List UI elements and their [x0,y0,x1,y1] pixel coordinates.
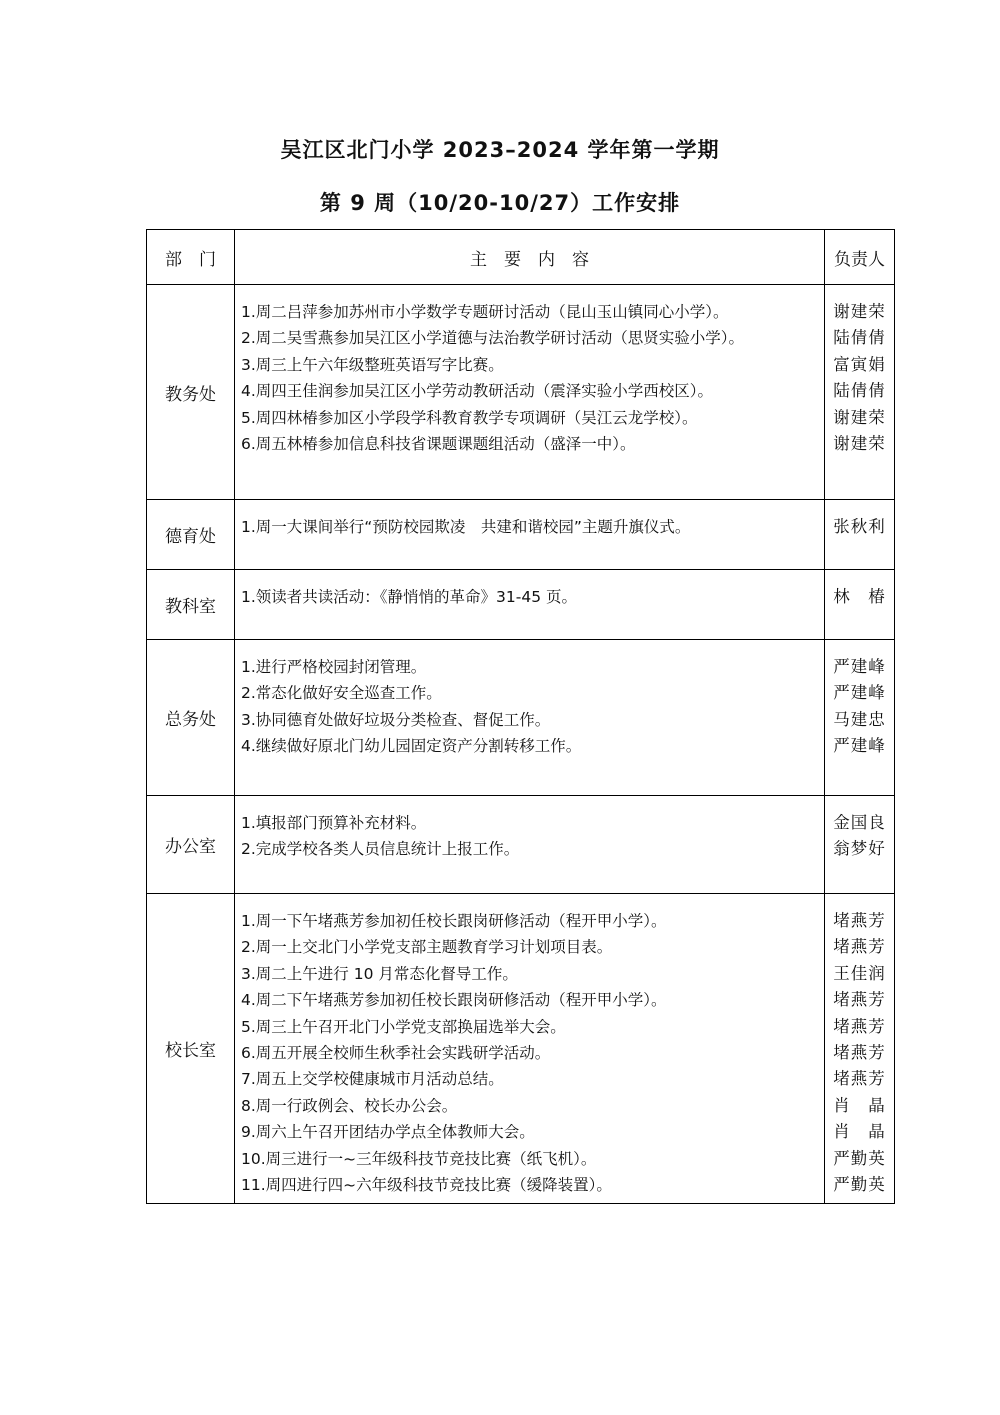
person-name: 严勤英 [833,1148,886,1168]
task-item: 2.常态化做好安全巡查工作。 [241,684,442,703]
table-row [147,285,895,500]
person-cell [825,500,895,570]
task-item: 9.周六上午召开团结办学点全体教师大会。 [241,1123,535,1142]
person-cell [825,285,895,500]
dept-cell: 校长室 [147,894,235,1204]
task-item: 1.领读者共读活动：《静悄悄的革命》31-45 页。 [241,588,578,606]
person-name: 严建峰 [833,736,886,756]
person-name: 堵燕芳 [833,1016,886,1036]
dept-cell: 办公室 [147,796,235,894]
task-item: 2.完成学校各类人员信息统计上报工作。 [241,840,520,859]
task-item: 2.周二吴雪燕参加吴江区小学道德与法治教学研讨活动（思贤实验小学）。 [241,329,745,348]
person-name: 谢建荣 [833,433,886,453]
dept-cell: 教科室 [147,570,235,640]
content-cell [235,640,825,796]
person-name: 陆倩倩 [833,381,886,401]
content-cell [235,285,825,500]
table-header-row [147,230,895,285]
table-row [147,796,895,894]
person-name: 严建峰 [833,657,886,676]
person-name: 谢建荣 [833,407,886,427]
person-name: 堵燕芳 [833,911,886,930]
header-dept: 部 门 [147,230,235,285]
task-item: 3.周三上午六年级整班英语写字比赛。 [241,355,504,374]
person-name: 金国良 [833,813,886,832]
task-item: 1.填报部门预算补充材料。 [241,814,427,832]
content-cell [235,500,825,570]
task-item: 8.周一行政例会、校长办公会。 [241,1096,458,1115]
content-cell [235,796,825,894]
task-item: 1.周一下午堵燕芳参加初任校长跟岗研修活动（程开甲小学）。 [241,912,667,930]
task-item: 5.周四林椿参加区小学段学科教育教学专项调研（吴江云龙学校）。 [241,408,698,427]
person-name: 堵燕芳 [833,937,886,957]
table-row [147,894,895,1204]
task-item: 10.周三进行一~三年级科技节竞技比赛（纸飞机）。 [241,1149,597,1168]
task-item: 1.进行严格校园封闭管理。 [241,658,427,676]
table-row [147,640,895,796]
person-name: 堵燕芳 [833,990,886,1010]
table-row [147,500,895,570]
person-cell [825,640,895,796]
task-item: 7.周五上交学校健康城市月活动总结。 [241,1070,504,1089]
task-item: 1.周一大课间举行“预防校园欺凌 共建和谐校园”主题升旗仪式。 [241,518,691,536]
task-item: 11.周四进行四~六年级科技节竞技比赛（缓降装置）。 [241,1175,612,1194]
dept-cell: 教务处 [147,285,235,500]
person-name: 翁梦好 [833,839,886,859]
person-name: 陆倩倩 [833,328,886,348]
person-name: 堵燕芳 [833,1042,886,1062]
person-name: 堵燕芳 [833,1069,886,1089]
task-item: 1.周二吕萍参加苏州市小学数学专题研讨活动（昆山玉山镇同心小学）。 [241,303,729,321]
person-cell [825,796,895,894]
person-name: 严建峰 [833,683,886,703]
header-content: 主 要 内 容 [235,230,825,285]
task-item: 4.周二下午堵燕芳参加初任校长跟岗研修活动（程开甲小学）。 [241,991,667,1010]
task-item: 4.周四王佳润参加吴江区小学劳动教研活动（震泽实验小学西校区）。 [241,382,714,401]
person-name: 肖 晶 [833,1095,886,1115]
person-name: 张秋利 [833,517,886,536]
person-name: 肖 晶 [833,1122,886,1142]
task-item: 5.周三上午召开北门小学党支部换届选举大会。 [241,1017,566,1036]
person-name: 马建忠 [833,709,886,729]
dept-cell: 德育处 [147,500,235,570]
content-cell [235,570,825,640]
task-item: 3.周二上午进行 10 月常态化督导工作。 [241,964,518,983]
person-cell [825,894,895,1204]
person-cell [825,570,895,640]
task-item: 3.协同德育处做好垃圾分类检查、督促工作。 [241,710,551,729]
document-subtitle: 第 9 周（10/20-10/27）工作安排 [319,191,681,215]
content-cell [235,894,825,1204]
schedule-table [146,229,895,1204]
document-title: 吴江区北门小学 2023–2024 学年第一学期 [280,138,720,162]
task-item: 4.继续做好原北门幼儿园固定资产分割转移工作。 [241,737,582,756]
table-row [147,570,895,640]
task-item: 2.周一上交北门小学党支部主题教育学习计划项目表。 [241,938,613,957]
person-name: 王佳润 [833,963,886,983]
task-item: 6.周五林椿参加信息科技省课题课题组活动（盛泽一中）。 [241,434,636,453]
person-name: 富寅娟 [833,354,886,374]
person-name: 林 椿 [833,587,886,606]
header-person: 负责人 [825,230,895,285]
task-item: 6.周五开展全校师生秋季社会实践研学活动。 [241,1043,551,1062]
dept-cell: 总务处 [147,640,235,796]
person-name: 严勤英 [833,1174,886,1194]
person-name: 谢建荣 [833,302,886,321]
